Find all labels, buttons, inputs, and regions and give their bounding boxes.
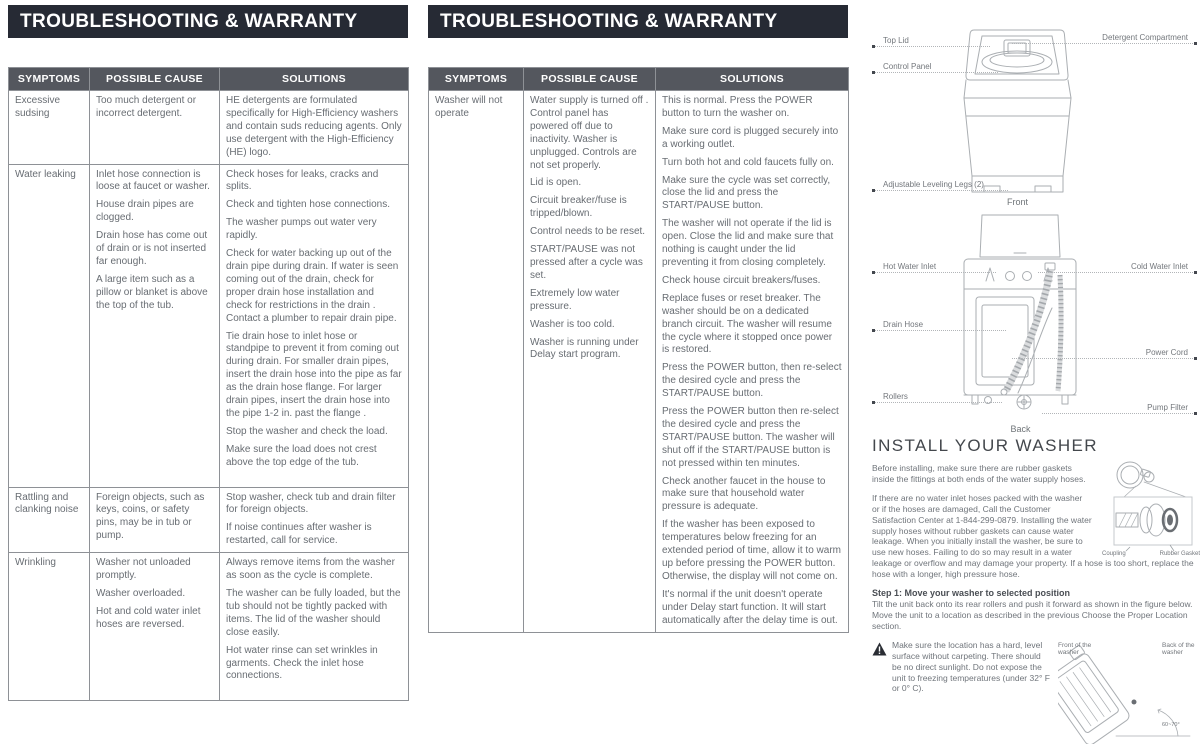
- cause-cell: [90, 164, 220, 487]
- header-symptoms: SYMPTOMS: [429, 68, 524, 91]
- label-detergent-compartment: Detergent Compartment: [1102, 33, 1188, 42]
- solution-paragraph: Check for water backing up out of the drain pipe during drain. If water is seen coming out of the drain, check for proper drain hose installation and check for restrictions in the drain . Contact a plumber to repair drain pipe.: [226, 248, 399, 324]
- solution-paragraph: Press the POWER button, then re-select the desired cycle and press the START/PAUSE button.: [662, 362, 842, 400]
- solution-paragraph: The washer pumps out water very rapidly.: [226, 217, 377, 242]
- cause-paragraph: START/PAUSE was not pressed after a cycle was set.: [530, 244, 643, 281]
- solution-paragraph: This is normal. Press the POWER button to turn the washer on.: [662, 95, 813, 119]
- tilt-figure: [1058, 640, 1200, 744]
- step1-title: Step 1: Move your washer to selected position: [872, 588, 1071, 599]
- label-pump-filter: Pump Filter: [1147, 403, 1188, 412]
- solution-paragraph: Stop washer, check tub and drain filter for foreign objects.: [226, 491, 396, 516]
- cause-paragraph: Washer is too cold.: [530, 318, 615, 330]
- table-header-row: [9, 68, 409, 91]
- solution-paragraph: Check house circuit breakers/fuses.: [662, 274, 821, 286]
- cause-cell: [90, 553, 220, 701]
- solution-paragraph: Make sure the load does not crest above the top edge of the tub.: [226, 443, 377, 468]
- solution-paragraph: Make sure cord is plugged securely into a working outlet.: [662, 125, 839, 150]
- washer-front-diagram: [960, 24, 1075, 196]
- solution-paragraph: If noise continues after washer is restarted, call for service.: [226, 522, 372, 547]
- table-row: [9, 91, 409, 165]
- cause-paragraph: Circuit breaker/fuse is tripped/blown.: [530, 195, 627, 220]
- solution-cell: [656, 91, 849, 633]
- header-cause: POSSIBLE CAUSE: [524, 68, 656, 91]
- solution-paragraph: Check hoses for leaks, cracks and splits.: [226, 168, 379, 193]
- cause-cell: [90, 91, 220, 165]
- solution-cell: [220, 553, 409, 701]
- install-paragraph-2: If there are no water inlet hoses packed with the washer or if the hoses are damaged, Call the Customer Satisfaction Center at 1-844-299-0879. Installing the water supply hoses without rubber gaskets can cause water leakage. When you initially install the washer, be sure to use new hoses. Failing to do so may result in a water leakage or overflow and may damage your property. If a hose is too short, replace the hose with a longer, high pressure hose.: [872, 492, 1194, 580]
- cause-paragraph: Hot and cold water inlet hoses are reversed.: [96, 605, 201, 630]
- coupling-label: Coupling: [1102, 551, 1126, 557]
- warning-icon: [872, 640, 892, 744]
- cause-paragraph: Washer is running under Delay start program.: [530, 336, 639, 361]
- label-cold-water-inlet: Cold Water Inlet: [1130, 262, 1188, 271]
- symptom-text: Rattling and clanking noise: [15, 491, 79, 516]
- solution-paragraph: Press the POWER button then re-select the desired cycle and press the START/PAUSE button. The washer will shut off if the START/PAUSE button is not pressed within ten minutes.: [662, 406, 839, 469]
- header-cause: POSSIBLE CAUSE: [90, 68, 220, 91]
- troubleshooting-table-left: [8, 67, 409, 701]
- symptom-text: Wrinkling: [15, 557, 56, 569]
- cause-paragraph: Washer not unloaded promptly.: [96, 557, 191, 582]
- solution-paragraph: Turn both hot and cold faucets fully on.: [662, 156, 834, 168]
- rubber-gasket-label: Rubber Gasket: [1159, 551, 1200, 557]
- header-solutions: SOLUTIONS: [220, 68, 409, 91]
- cause-paragraph: A large item such as a pillow or blanket is above the top of the tub.: [96, 273, 208, 311]
- cause-paragraph: Lid is open.: [530, 177, 582, 189]
- solution-paragraph: Tie drain hose to inlet hose or standpipe to prevent it from coming out during drain. For smaller drain pipes, insert the drain hose into the pipe as far as the drain hose flange. For larger drain pipes, insert the drain hose into the pipe 1-2 in. past the flange .: [226, 330, 402, 419]
- tilt-back-label: Back of the washer: [1162, 641, 1195, 657]
- label-drain-hose-line: [872, 316, 1006, 331]
- table-row: [9, 487, 409, 553]
- solution-paragraph: It's normal if the unit doesn't operate under Delay start function. It will start automatically after the delay time is out.: [662, 588, 838, 626]
- cause-cell: [90, 487, 220, 553]
- cause-paragraph: Too much detergent or incorrect detergent.: [96, 95, 197, 119]
- solution-cell: [220, 164, 409, 487]
- cause-paragraph: Control needs to be reset.: [530, 226, 646, 238]
- solution-paragraph: Hot water rinse can set wrinkles in garments. Check the inlet hose connections.: [226, 644, 378, 682]
- install-heading: INSTALL YOUR WASHER: [872, 436, 1098, 455]
- solution-paragraph: HE detergents are formulated specifically for High-Efficiency washers and contain suds reducing agents. Only use detergent with the High-Efficiency (HE) logo.: [226, 95, 402, 158]
- solution-paragraph: Stop the washer and check the load.: [226, 425, 388, 437]
- parts-and-install-panel: [860, 0, 1200, 728]
- label-hot-water-inlet: Hot Water Inlet: [883, 262, 937, 271]
- cause-paragraph: Inlet hose connection is loose at faucet or washer.: [96, 168, 210, 193]
- label-power-cord-line: [1012, 344, 1197, 359]
- table-row: [9, 553, 409, 701]
- solution-paragraph: Replace fuses or reset breaker. The washer should be on a dedicated branch circuit. The washer will resume the cycle where it stopped once power is restored.: [662, 292, 833, 356]
- solution-cell: [220, 91, 409, 165]
- page-title: TROUBLESHOOTING & WARRANTY: [8, 5, 408, 38]
- symptom-text: Excessive sudsing: [15, 95, 61, 119]
- cause-cell: [524, 91, 656, 633]
- header-symptoms: SYMPTOMS: [9, 68, 90, 91]
- cause-paragraph: Washer overloaded.: [96, 587, 186, 599]
- symptom-cell: [9, 91, 90, 165]
- label-pump-filter-line: [1042, 399, 1197, 414]
- symptom-cell: [429, 91, 524, 633]
- solution-cell: [220, 487, 409, 553]
- label-rollers: Rollers: [883, 392, 908, 401]
- label-control-panel-line: [872, 58, 998, 73]
- label-detergent-line: [1012, 29, 1197, 44]
- troubleshooting-page-left: [8, 5, 408, 701]
- solution-paragraph: Check and tighten hose connections.: [226, 199, 390, 211]
- solution-paragraph: Check another faucet in the house to make sure that household water pressure is adequate.: [662, 475, 826, 513]
- page-title: TROUBLESHOOTING & WARRANTY: [428, 5, 848, 38]
- front-caption: Front: [1006, 197, 1028, 207]
- label-top-lid-line: [872, 32, 990, 47]
- label-hot-inlet-line: [872, 258, 996, 273]
- label-leveling-legs-line: [872, 176, 1008, 191]
- label-leveling-legs: Adjustable Leveling Legs (2): [883, 180, 984, 189]
- solution-paragraph: The washer will not operate if the lid is open. Close the lid and make sure that nothing is caught under the lid preventing it from closing completely.: [662, 218, 834, 268]
- cause-paragraph: Foreign objects, such as keys, coins, or safety pins, may be in tub or pump.: [96, 491, 205, 542]
- troubleshooting-page-middle: [428, 5, 848, 633]
- table-header-row: [429, 68, 849, 91]
- step1-body: Tilt the unit back onto its rear rollers and push it forward as shown in the figure below. Move the unit to a location as described in the previous Choose the Proper Location section.: [872, 599, 1193, 631]
- symptom-cell: [9, 487, 90, 553]
- coupling-diagram: [1100, 455, 1200, 557]
- symptom-text: Water leaking: [15, 168, 76, 180]
- header-solutions: SOLUTIONS: [656, 68, 849, 91]
- troubleshooting-table-middle: [428, 67, 849, 633]
- label-power-cord: Power Cord: [1145, 348, 1188, 357]
- solution-paragraph: Make sure the cycle was set correctly, close the lid and press the START/PAUSE button.: [662, 174, 831, 212]
- label-rollers-line: [872, 388, 1002, 403]
- cause-paragraph: House drain pipes are clogged.: [96, 199, 194, 224]
- table-row: [9, 164, 409, 487]
- install-section: [872, 436, 1200, 744]
- cause-paragraph: Extremely low water pressure.: [530, 287, 620, 312]
- label-drain-hose: Drain Hose: [883, 320, 924, 329]
- solution-paragraph: If the washer has been exposed to temperatures below freezing for an extended period of time, allow it to warm up before pressing the POWER button. Otherwise, the display will not come on.: [662, 519, 841, 582]
- install-paragraph-1: Before installing, make sure there are rubber gaskets inside the fittings at both ends of the water supply hoses.: [872, 463, 1086, 484]
- coupling-figure: [1100, 455, 1200, 557]
- solution-paragraph: The washer can be fully loaded, but the tub should not be tightly packed with items. The lid of the washer should close easily.: [226, 587, 401, 638]
- table-row: [429, 91, 849, 633]
- warning-block: [872, 640, 1200, 744]
- cause-paragraph: Water supply is turned off . Control panel has powered off due to inactivity. Washer is unplugged. Controls are not set properly.: [530, 95, 649, 171]
- label-top-lid: Top Lid: [883, 36, 909, 45]
- cause-paragraph: Drain hose has come out of drain or is not inserted far enough.: [96, 230, 208, 267]
- symptom-text: Washer will not operate: [435, 95, 503, 119]
- solution-paragraph: Always remove items from the washer as soon as the cycle is complete.: [226, 557, 395, 582]
- label-cold-inlet-line: [1038, 258, 1197, 273]
- label-control-panel: Control Panel: [883, 62, 932, 71]
- tilt-angle-label: 60~70°: [1162, 721, 1180, 728]
- warning-text: Make sure the location has a hard, level surface without carpeting. There should be no direct sunlight. Do not expose the unit to freezing temperatures (under 32° F or 0° C).: [892, 639, 1050, 694]
- symptom-cell: [9, 164, 90, 487]
- back-caption: Back: [1010, 424, 1031, 434]
- tilt-front-label: Front of the washer: [1058, 641, 1092, 657]
- symptom-cell: [9, 553, 90, 701]
